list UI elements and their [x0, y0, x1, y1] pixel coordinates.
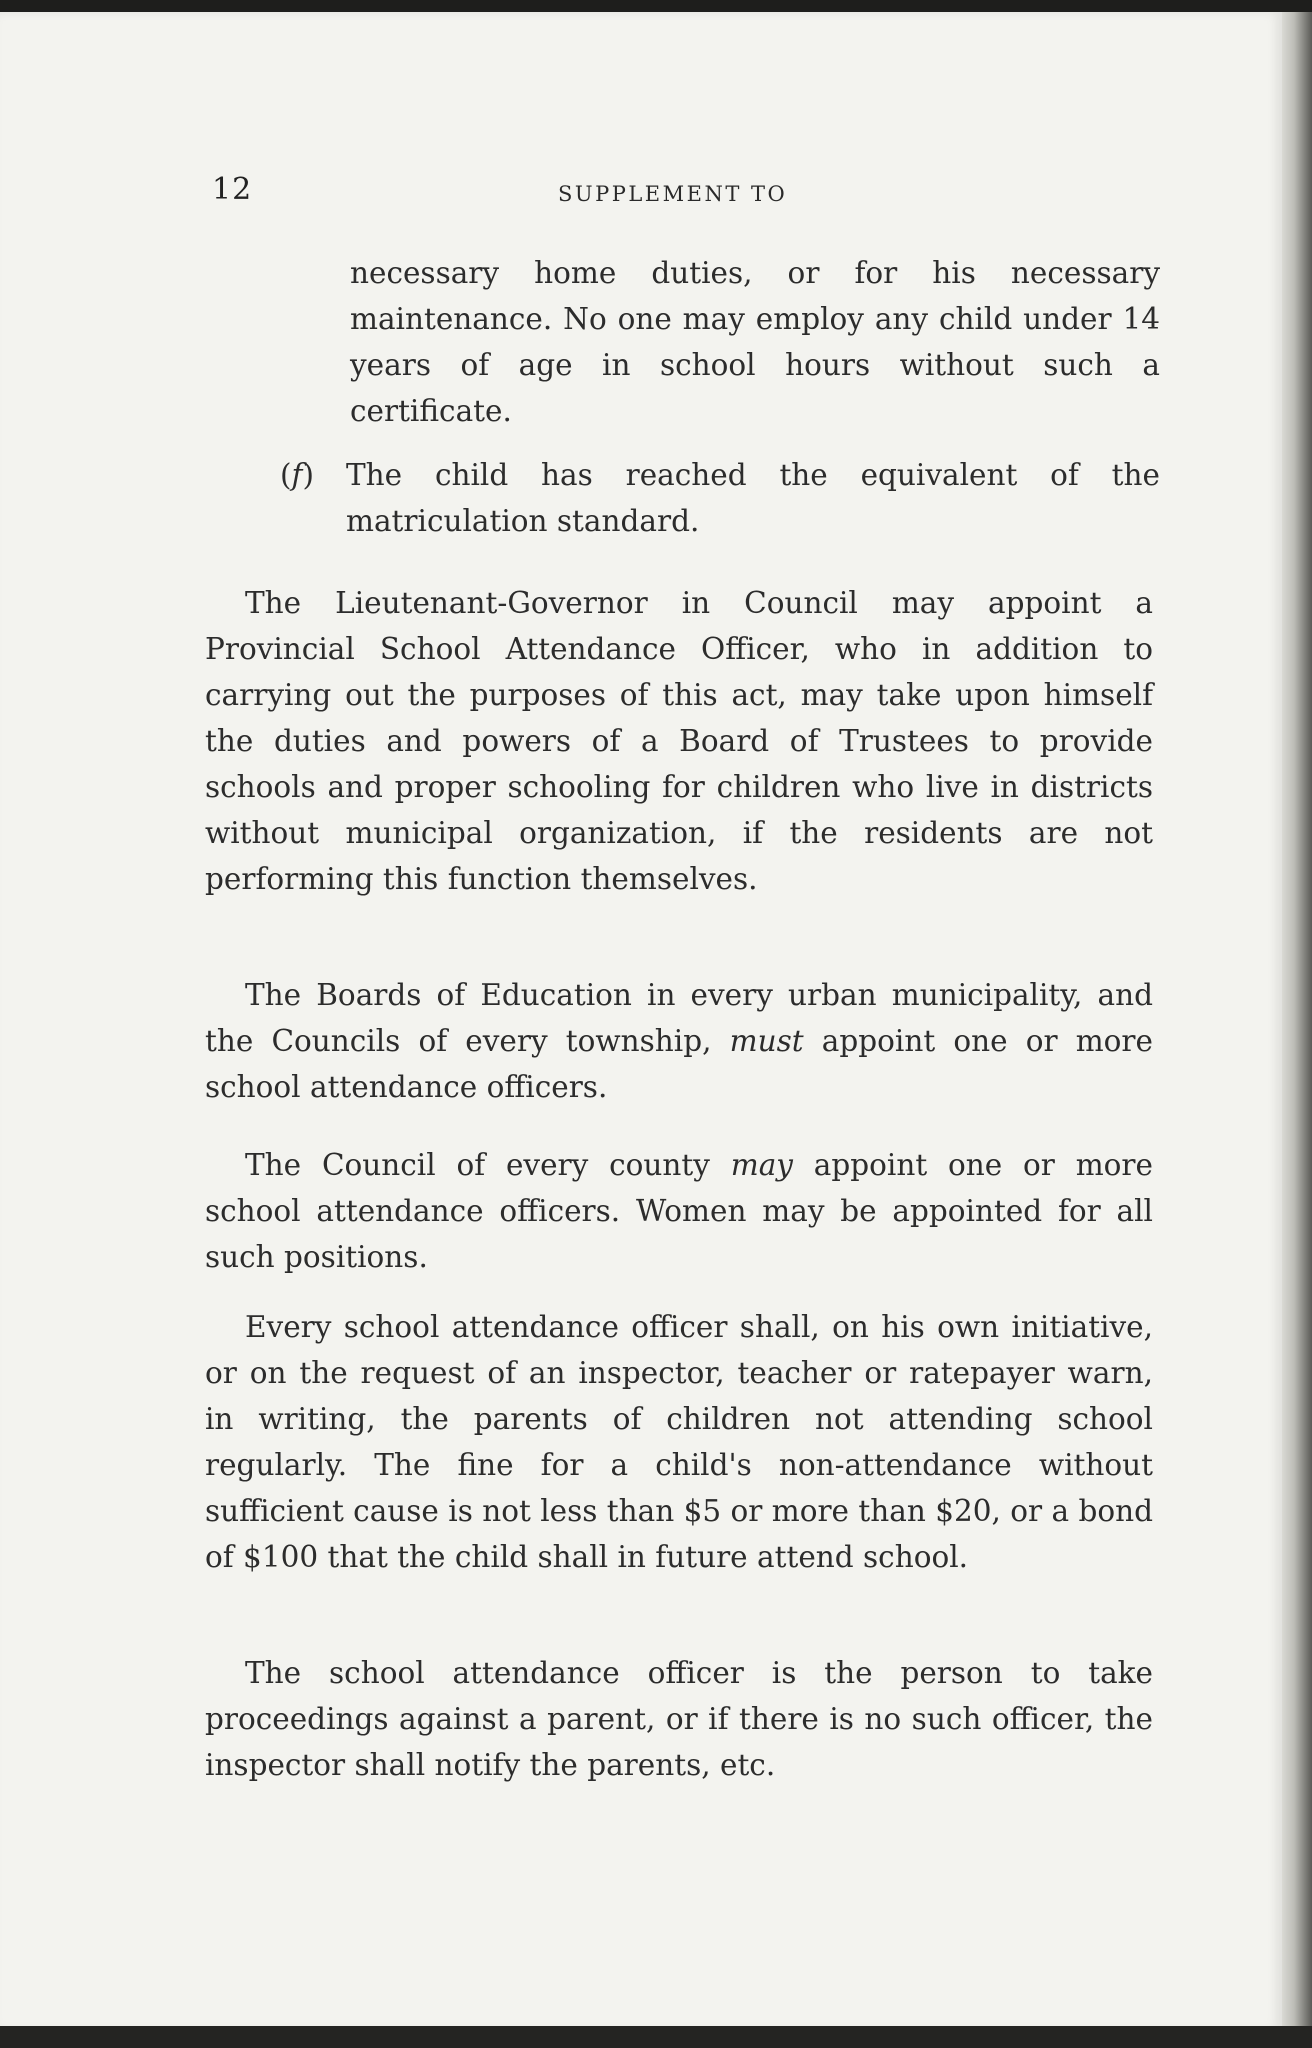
running-title: SUPPLEMENT TO	[558, 182, 788, 206]
paragraph-county-council	[205, 1142, 1153, 1280]
page-number: 12	[212, 172, 253, 207]
scan-border-bottom	[0, 2026, 1312, 2048]
paragraph-provincial-officer: The Lieutenant-Governor in Council may appoint a Provincial School Attendance Officer, who in addition to carrying out the purposes of this act, may take upon himself the duties and powers of a Board of Trustees to provide schools and proper schooling for children who live in districts without municipal organization, if the residents are not performing this function themselves.	[205, 586, 1153, 896]
paragraph-text: The Boards of Education in every urban municipality, and the Councils of every township,	[205, 978, 1153, 1058]
paragraph-boards-of-education	[205, 972, 1153, 1110]
running-head	[212, 172, 1172, 212]
continuation-paragraph: necessary home duties, or for his necessary maintenance. No one may employ any child under 14 years of age in school hours without such a certificate.	[350, 256, 1160, 428]
item-text: The child has reached the equivalent of the matriculation standard.	[346, 458, 1160, 538]
paragraph-text: appoint one or more school attendance officers.	[205, 1024, 1153, 1104]
paragraph-text: The Council of every county	[245, 1148, 731, 1182]
emphasis-text: may	[730, 1148, 793, 1182]
paragraph-proceedings: The school attendance officer is the person to take proceedings against a parent, or if there is no such officer, the inspector shall notify the parents, etc.	[205, 1656, 1153, 1782]
page-edge	[1282, 12, 1312, 2030]
item-marker: (f)	[280, 458, 314, 492]
list-item-f	[280, 452, 1160, 544]
emphasis-text: must	[729, 1024, 804, 1058]
paragraph-attendance-officer-duties: Every school attendance officer shall, on his own initiative, or on the request of an inspector, teacher or ratepayer warn, in writing, the parents of children not attending school regularly. The fine for a child's non-attendance without sufficient cause is not less than $5 or more than $20, or a bond of $100 that the child shall in future attend school.	[205, 1310, 1154, 1574]
book-page	[0, 12, 1282, 2030]
paragraph-text: appoint one or more school attendance officers. Women may be appointed for all such positions.	[205, 1148, 1153, 1274]
